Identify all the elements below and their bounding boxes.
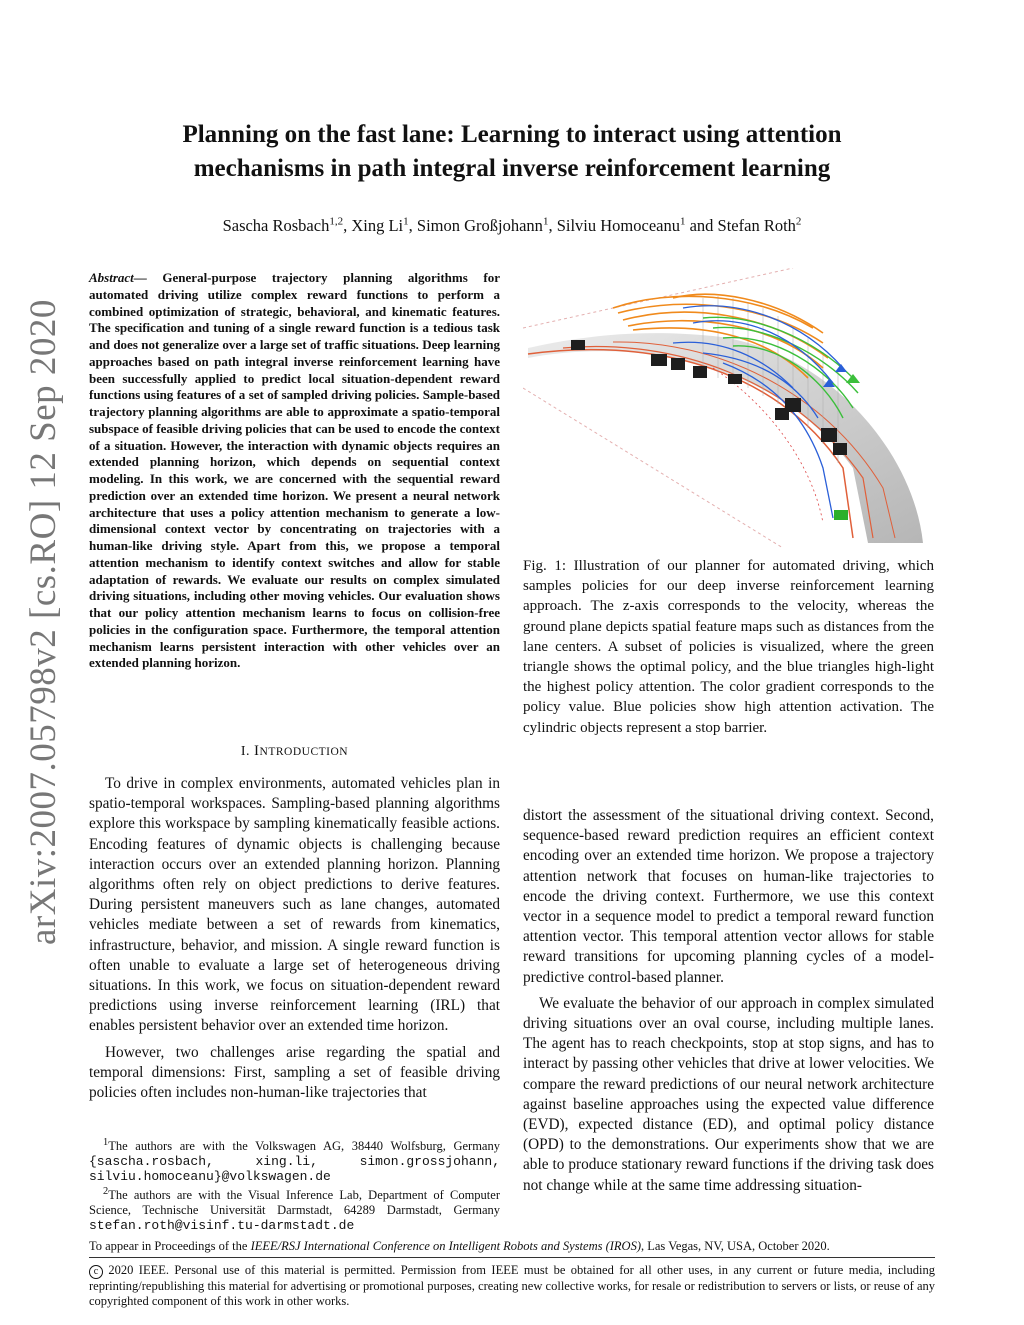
figure-1-caption: Fig. 1: Illustration of our planner for automated driving, which samples policies for our deep inverse reinforcement learning approach. The z-axis corresponds to the velocity, whereas the ground plane depicts spatial feature maps such as distances from the lane centers. A subset of policies is visualized, where the green triangle shows the optimal policy, and the blue triangles high-light the highest policy attention. The color gradient corresponds to the policy value. Blue policies show high attention activation. The cylindric objects represent a stop barrier.: [523, 558, 934, 736]
paper-title: [100, 118, 924, 186]
arxiv-stamp: arXiv:2007.05798v2 [cs.RO] 12 Sep 2020: [23, 299, 64, 945]
copyright-notice: c 2020 IEEE. Personal use of this material is permitted. Permission from IEEE must be obtained for all other uses, in any current or future media, including reprinting/republishing this material for advertising or promotional purposes, creating new collective works, for resale or redistribution to servers or lists, or reuse of any copyrighted component of this work in other works.: [89, 1263, 935, 1308]
obstacle: [671, 358, 685, 370]
abstract-text: General-purpose trajectory planning algorithms for automated driving utilize complex reward functions to perform a combined optimization of strategic, behavioral, and kinematic features. The specification and tuning of a single reward function is a tedious task and does not generalize over a large set of traffic situations. Deep learning approaches based on path integral inverse reinforcement learning have been successfully applied to predict local situation-dependent reward functions using features of a set of sampled driving policies. Sample-based trajectory planning algorithms are able to approximate a spatio-temporal subspace of feasible driving policies that can be used to encode the context of a situation. However, the interaction with dynamic objects requires an extended planning horizon, which depends on sequential context modeling. In this work, we are concerned with the sequential reward prediction over an extended time horizon. We present a neural network architecture that uses a policy attention mechanism to generate a low-dimensional context vector by concentrating on trajectories with a human-like driving style. Apart from this, we propose a temporal attention mechanism to identify context switches and allow for stable adaptation of rewards. We evaluate our results on complex simulated driving situations, including other moving vehicles. Our evaluation shows that our policy attention mechanism learns to focus on collision-free policies in the configuration space. Furthermore, the temporal attention mechanism learns persistent interaction with other vehicles over an extended planning horizon.: [89, 270, 501, 671]
obstacle: [651, 354, 667, 366]
section-heading-introduction: I. INTRODUCTION: [240, 743, 349, 759]
paragraph: However, two challenges arise regarding the spatial and temporal dimensions: First, sampling a set of feasible driving policies often includes non-human-like trajectories that: [89, 1043, 500, 1102]
paragraph: distort the assessment of the situational driving context. Second, sequence-based reward prediction requires an efficient context encoding over an extended time horizon. We propose a trajectory attention network that focuses on human-like trajectories to encode the driving context. Furthermore, we use this context vector in a sequence model to predict a temporal reward function attention vector. This temporal attention vector allows for stable reward transitions for upcoming planning cycles of a model-predictive control-based planner.: [523, 807, 934, 986]
title-line-2: mechanisms in path integral inverse reinforcement learning: [193, 155, 831, 182]
obstacle: [728, 374, 742, 384]
abstract-label: Abstract: [89, 270, 134, 285]
obstacle: [833, 443, 847, 455]
paragraph: We evaluate the behavior of our approach in complex simulated driving situations over an oval course, including multiple lanes. The agent has to reach checkpoints, stop at stop signs, and has to interact by passing other vehicles that drive at lower velocities. We compare the reward predictions of our neural network architecture against baseline approaches using the expected value difference (EVD), expected distance (ED), and optimal policy distance (OPD) to the demonstrations. Our experiments show that we are able to produce stationary reward functions if the driving task does not change while at the same time addressing situation-: [523, 994, 934, 1194]
author: Sascha Rosbach$^{1,2}$,: [222, 215, 352, 235]
publication-note: To appear in Proceedings of the IEEE/RSJ International Conference on Intelligent Robots and Systems (IROS), Las Vegas, NV, USA, October 2020.: [89, 1239, 830, 1253]
author-list: [100, 209, 924, 238]
footer-divider: [89, 1257, 935, 1258]
obstacle: [821, 428, 837, 442]
author: Stefan Roth$^2$: [717, 215, 802, 235]
left-column-body: [89, 774, 500, 1103]
right-column-body: [523, 806, 934, 1196]
footnote-2: $^2$The authors are with the Visual Inference Lab, Department of Computer Science, Technische Universität Darmstadt, 64289 Darmstadt, Germany stefan.roth@visinf.tu-darmstadt.de: [89, 1186, 500, 1234]
obstacle: [693, 366, 707, 378]
copyright-icon: c: [89, 1265, 103, 1279]
title-line-1: Planning on the fast lane: Learning to interact using attention: [182, 121, 842, 148]
obstacle: [571, 340, 585, 350]
footnote-2-email: stefan.roth@visinf.tu-darmstadt.de: [89, 1218, 355, 1234]
footnotes: [89, 1135, 500, 1233]
paragraph: To drive in complex environments, automated vehicles plan in spatio-temporal workspaces. Sampling-based planning algorithms explore this workspace by sampling kinematically feasible actions. Encoding features of dynamic objects is challenging because interaction occurs over an extended planning horizon. Planning algorithms often rely on object predictions to derive features. During persistent maneuvers such as lane changes, automated vehicles mediate between a set of rewards from kinematics, infrastructure, behavior, and mission. A single reward function is often unable to evaluate a large set of heterogeneous driving situations. In this work, we focus on situation-dependent reward predictions using inverse reinforcement learning (IRL) that enables persistent behavior over an extended time horizon.: [89, 775, 500, 1035]
obstacle: [775, 408, 789, 420]
author: Simon Großjohann$^1$,: [416, 215, 557, 235]
abstract: Abstract— General-purpose trajectory planning algorithms for automated driving utilize complex reward functions to perform a combined optimization of strategic, behavioral, and kinematic features. The specification and tuning of a single reward function is a tedious task and does not generalize over a large set of traffic situations. Deep learning approaches based on path integral inverse reinforcement learning have been successfully applied to predict local situation-dependent reward functions using features of a set of sampled driving policies. Sample-based trajectory planning algorithms are able to approximate a spatio-temporal subspace of feasible driving policies that can be used to encode the context of a situation. However, the interaction with dynamic objects requires an extended planning horizon, which depends on sequential context modeling. In this work, we are concerned with the sequential reward prediction over an extended time horizon. We present a neural network architecture that uses a policy attention mechanism to generate a low-dimensional context vector by concentrating on trajectories with a human-like driving style. Apart from this, we propose a temporal attention mechanism to identify context switches and allow for stable adaptation of rewards. We evaluate our results on complex simulated driving situations, including other moving vehicles. Our evaluation shows that our policy attention mechanism learns to focus on collision-free policies in the configuration space. Furthermore, the temporal attention mechanism learns persistent interaction with other vehicles over an extended planning horizon.: [89, 270, 501, 671]
figure-1-illustration: [523, 268, 934, 548]
figure-1: [523, 268, 934, 548]
footnote-1-emails: {sascha.rosbach, xing.li, simon.grossjohann, silviu.homoceanu}@volkswagen.de: [89, 1154, 500, 1185]
footnote-1: $^1$The authors are with the Volkswagen AG, 38440 Wolfsburg, Germany {sascha.rosbach, xing.li, simon.grossjohann, silviu.homoceanu}@volkswagen.de: [89, 1137, 500, 1185]
author: Silviu Homoceanu$^1$ and: [556, 215, 718, 235]
author: Xing Li$^1$,: [351, 215, 417, 235]
ego-vehicle: [834, 510, 848, 520]
